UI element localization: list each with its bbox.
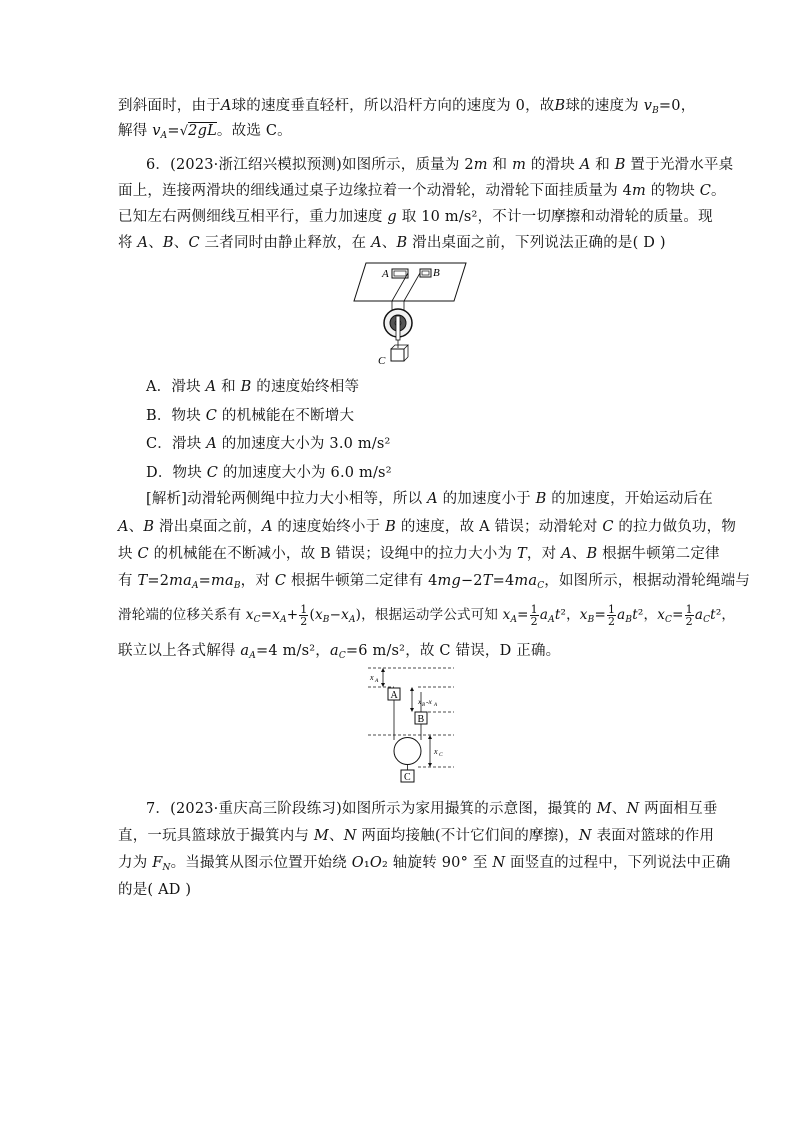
label-a: A <box>382 268 389 280</box>
xb-sub: B <box>422 703 426 708</box>
box-b-label: B <box>417 714 425 725</box>
xb-minus-sub: A <box>434 703 438 708</box>
xc-label: x <box>434 747 438 756</box>
q6-line-4: 将 A、B、C 三者同时由静止释放，在 A、B 滑出桌面之前，下列说法正确的是( D ) <box>118 235 666 251</box>
analysis-line-3: 块 C 的机械能在不断减小，故 B 错误；设绳中的拉力大小为 T，对 A、B 根据牛顿第二定律 <box>118 546 720 562</box>
label-c: C <box>378 355 386 367</box>
xb-minus-label: -x <box>426 697 432 706</box>
analysis-line-4: 有 $T=2ma_A=ma_B$，对 C 根据牛顿第二定律有 $4mg-2T=4ma_C$，如图所示，根据动滑轮绳端与 <box>118 573 751 591</box>
displacement-figure <box>364 664 460 786</box>
xc-sub: C <box>439 752 443 758</box>
q6-line-1: 6．(2023·浙江绍兴模拟预测)如图所示，质量为 2m 和 m 的滑块 A 和 B 置于光滑水平桌 <box>146 157 734 173</box>
box-c-label: C <box>404 772 411 783</box>
analysis-line-6: 联立以上各式解得 $a_A=4$ m/s²，$a_C=6$ m/s²，故 C 错误，D 正确。 <box>118 643 561 661</box>
analysis-line-2: A、B 滑出桌面之前，A 的速度始终小于 B 的速度，故 A 错误；动滑轮对 C 的拉力做负功，物 <box>118 519 737 535</box>
analysis-line-1: [解析]动滑轮两侧绳中拉力大小相等，所以 A 的加速度小于 B 的加速度，开始运动后在 <box>146 491 713 507</box>
option-b: B．物块 C 的机械能在不断增大 <box>146 408 355 424</box>
xb-label: x <box>418 697 422 706</box>
q7-line-2: 直，一玩具篮球放于撮箕内与 M、N 两面均接触(不计它们间的摩擦)，N 表面对篮球的作用 <box>118 828 715 844</box>
pulley-table-figure <box>352 258 472 370</box>
q7-line-3: 力为 $F_N$。当撮箕从图示位置开始绕 O₁O₂ 轴旋转 90° 至 N 面竖直的过程中，下列说法中正确 <box>118 855 731 873</box>
box-a-label: A <box>390 690 398 701</box>
label-b: B <box>433 267 440 279</box>
text-line-1: 到斜面时，由于A球的速度垂直轻杆，所以沿杆方向的速度为 0，故B球的速度为 $v_B=0$， <box>118 98 696 116</box>
option-a: A．滑块 A 和 B 的速度始终相等 <box>146 379 360 395</box>
q7-line-4: 的是( AD ) <box>118 882 192 898</box>
option-c: C．滑块 A 的加速度大小为 3.0 m/s² <box>146 436 391 452</box>
xa-label: x <box>370 673 374 682</box>
analysis-line-5: 滑轮端的位移关系有 $x_C=x_A+$ $\frac{1}{2}$ $(x_B-x_A)$，根据运动学公式可知 $x_A=$ $\frac{1}{2}$ $a_At^2$，$x_B=$ $\frac{1}{2}$ $a_Bt^2$，$x_C=$ $\frac{1}{2}$ $a_Ct^2$， <box>118 603 736 628</box>
q7-line-1: 7．(2023·重庆高三阶段练习)如图所示为家用撮箕的示意图，撮箕的 M、N 两面相互垂 <box>146 801 718 817</box>
text-line-2: 解得 $v_A=√2gL$。故选 C。 <box>118 123 292 141</box>
q6-line-3: 已知左右两侧细线互相平行，重力加速度 g 取 10 m/s²，不计一切摩擦和动滑轮的质量。现 <box>118 209 713 225</box>
xa-sub: A <box>375 678 379 684</box>
option-d: D．物块 C 的加速度大小为 6.0 m/s² <box>146 465 392 481</box>
q6-line-2: 面上，连接两滑块的细线通过桌子边缘拉着一个动滑轮，动滑轮下面挂质量为 4m 的物块 C。 <box>118 183 726 199</box>
